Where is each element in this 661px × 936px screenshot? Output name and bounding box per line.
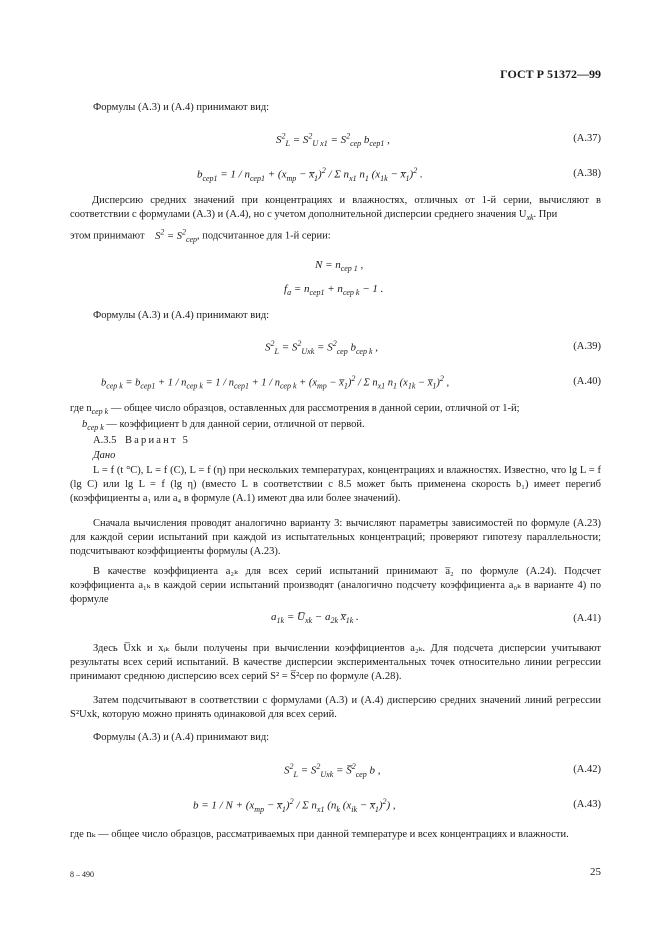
paragraph-text: этом принимают: [70, 230, 145, 242]
paragraph-text: Дисперсию средних значений при концентрациях и влажностях, отличных от 1-й серии, вычисляют в соответствии с формулами (А.3) и (А.4), но с учетом дополнительной дисперсии среднего значения U: [70, 195, 601, 220]
equation-a43: $b = 1 / N + (x_{тр}$ − $x̅_1)^2$ / Σ $n_{x1}$ ($n_k$ ($x_{ik}$ − $x̅_1)^2$) ,: [193, 797, 396, 814]
paragraph: Формулы (А.3) и (А.4) принимают вид:: [93, 310, 270, 321]
equation-n: $N = n_{сер 1}$ ,: [315, 259, 364, 274]
paragraph-text: , подсчитанное для 1-й серии:: [197, 230, 331, 242]
subscript: xk: [526, 213, 534, 223]
section-number: А.3.5: [93, 435, 117, 446]
definition-line: [82, 418, 365, 435]
paragraph: где nₖ — общее число образцов, рассматриваемых при данной температуре и всех концентрациях и влажности.: [70, 829, 569, 840]
equation-number: (А.37): [573, 133, 601, 144]
definition-line: [70, 402, 520, 419]
paragraph: Формулы (А.3) и (А.4) принимают вид:: [93, 102, 270, 113]
paragraph: Формулы (А.3) и (А.4) принимают вид:: [93, 732, 270, 743]
paragraph-line: этом принимают $S^2 = S^2_{сер}$, подсчитанное для 1-й серии:: [70, 227, 331, 244]
equation-number: (А.40): [573, 376, 601, 387]
equation-a40: $b_{сер k} = b_{сер1} + 1 / n_{сер k} = 1 / n_{сер1} + 1 / n_{сер k} + (x_{тр}$ − $x̅_1)^2$ / Σ $n_{x1}$ $n_1$ ($x_{1k}$ − $x̅_1)^2$ ,: [101, 374, 450, 391]
symbol: b: [82, 419, 88, 430]
equation-number: (А.43): [573, 799, 601, 810]
equation-number: (А.41): [573, 613, 601, 624]
equation-content: $S^2_L = S^2_{U x1} = S^2_{сер}$ $b_{сер1}$ ,: [276, 131, 390, 148]
equation-a39: $S^2_L = S^2_{Uxk} = S^2_{сер}$ $b_{сер k}$ ,: [265, 339, 379, 356]
equation-fa: $f_a = n_{сер1} + n_{сер k} - 1$ .: [284, 283, 384, 298]
footer-code: 8 – 490: [70, 870, 94, 879]
paragraph: L = f (t °C), L = f (C), L = f (η) при нескольких температурах, концентрациях и влажностях. Известно, что lg L = f (lg C) или lg L = f (lg η) (вместо L в соответствии с 8.5 может быть применена скорость b₁) имеет перегиб (коэффициенты a₁ или a₄ в формуле (А.1) имеют два или более значений).: [70, 465, 601, 504]
paragraph: Здесь U̅xk и xᵢₖ были получены при вычислении коэффициентов a₂ₖ. Для подсчета дисперсии учитывают результаты всех серий испытаний. В качестве дисперсии экспериментальных точек относительно линии регрессии принимают среднюю дисперсию всех серий S² = S̅²сер по формуле (А.28).: [70, 643, 601, 682]
equation-a41: $a_{1k}$ = $U̅_{xk} - a_{2k}$ $x̅_{1k}$ .: [271, 611, 359, 626]
given-label: Дано: [93, 450, 116, 461]
equation-number: (А.39): [573, 341, 601, 352]
paragraph: Сначала вычисления проводят аналогично варианту 3: вычисляют параметры зависимостей по формуле (А.23) для каждой серии испытаний при каждой из испытательных концентраций; проверяют гипотезу параллельности; подсчитывают коэффициенты формулы (А.23).: [70, 518, 601, 557]
paragraph: В качестве коэффициента a₂ₖ для всех серий испытаний принимают a̅₂ по формуле (А.24). Подсчет коэффициента a₁ₖ в каждой серии испытаний производят (аналогично подсчету коэффициента a₀ₖ в варианте 4) по формуле: [70, 566, 601, 605]
equation-number: (А.38): [573, 168, 601, 179]
page-number: 25: [590, 866, 601, 878]
equation-number: (А.42): [573, 764, 601, 775]
paragraph: Затем подсчитывают в соответствии с формулами (А.3) и (А.4) дисперсию средних значений линий регрессии S²Uxk, которую можно принять одинаковой для всех серий.: [70, 695, 601, 720]
section-title: Вариант 5: [124, 435, 191, 446]
paragraph-text: . При: [533, 209, 558, 220]
text: — коэффициент b для данной серии, отличной от первой.: [103, 419, 365, 430]
text: где n: [70, 403, 92, 414]
equation-a37: [276, 131, 390, 148]
equation-a42: $S^2_L = S^2_{Uxk}$ = S̅$^2_{сер}$ b ,: [284, 762, 381, 779]
standard-code: ГОСТ Р 51372—99: [500, 67, 601, 81]
section-heading: [93, 434, 190, 448]
paragraph: [70, 194, 601, 225]
text: — общее число образцов, оставленных для рассмотрения в данной серии, отличной от 1-й;: [108, 403, 520, 414]
subscript: сер k: [91, 407, 109, 417]
equation-a38: $b_{сер1} = 1 / n_{сер1} + (x_{тр}$ − $x̅_1)^2$ / Σ $n_{x1}$ $n_1$ ($x_{1k}$ − $x̅_1)^2$ .: [197, 166, 423, 183]
subscript: сер k: [87, 423, 104, 433]
